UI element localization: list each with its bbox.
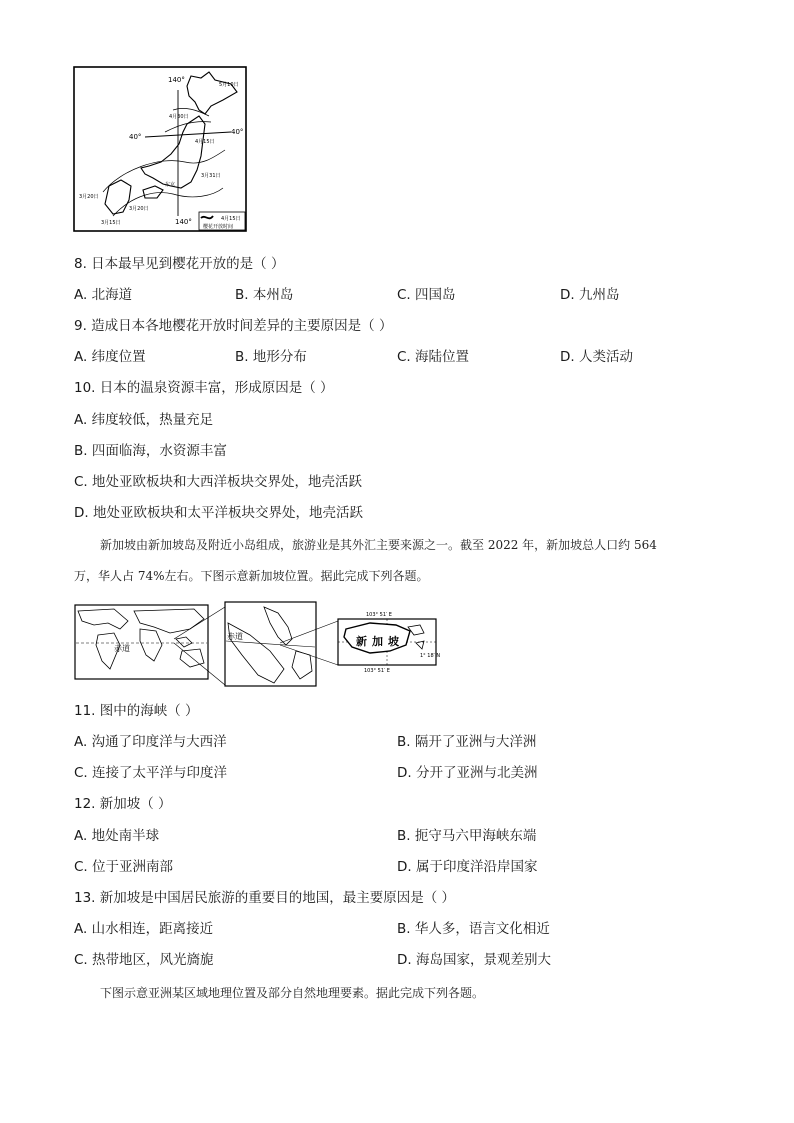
date-label-mar20-b: 3月20日 (129, 206, 149, 212)
date-label-may10: 5月10日 (219, 82, 239, 88)
question-12-option-b[interactable]: B. 扼守马六甲海峡东端 (397, 828, 537, 844)
lon-label-bottom: 140° (175, 218, 192, 226)
singapore-name-char-1: 新 (356, 635, 367, 648)
question-11-option-c[interactable]: C. 连接了太平洋与印度洋 (74, 765, 228, 781)
question-11-option-b[interactable]: B. 隔开了亚洲与大洋洲 (397, 734, 537, 750)
question-11-option-a[interactable]: A. 沟通了印度洋与大西洋 (74, 734, 227, 750)
japan-cherry-blossom-map (73, 66, 247, 232)
question-12-option-c[interactable]: C. 位于亚洲南部 (74, 859, 174, 875)
date-label-apr15: 4月15日 (195, 139, 215, 145)
question-8-stem: 8. 日本最早见到樱花开放的是（ ） (74, 256, 285, 272)
question-8-option-b[interactable]: B. 本州岛 (235, 287, 294, 303)
singapore-intro-line-1: 新加坡由新加坡岛及附近小岛组成，旅游业是其外汇主要来源之一。截至 2022 年，新加坡总人口约 564 (100, 538, 657, 552)
singapore-location-map (74, 599, 441, 689)
question-9-option-d[interactable]: D. 人类活动 (560, 349, 633, 365)
question-10-stem: 10. 日本的温泉资源丰富，形成原因是（ ） (74, 380, 334, 396)
singapore-name-char-2: 加 (372, 635, 383, 648)
question-8-option-a[interactable]: A. 北海道 (74, 287, 133, 303)
question-10-option-c[interactable]: C. 地处亚欧板块和大西洋板块交界处，地壳活跃 (74, 474, 363, 490)
question-10-option-b[interactable]: B. 四面临海，水资源丰富 (74, 443, 227, 459)
question-12-stem: 12. 新加坡（ ） (74, 796, 172, 812)
question-11-option-d[interactable]: D. 分开了亚洲与北美洲 (397, 765, 538, 781)
question-13-option-b[interactable]: B. 华人多，语言文化相近 (397, 921, 550, 937)
lat-label-left: 40° (129, 133, 142, 141)
world-map-panel (75, 605, 208, 679)
asia-intro-line: 下图示意亚洲某区域地理位置及部分自然地理要素。据此完成下列各题。 (100, 986, 485, 1000)
singapore-name-char-3: 坡 (388, 635, 399, 648)
malacca-strait-panel (225, 602, 316, 686)
equator-label-world: 赤道 (114, 644, 130, 653)
legend-date-label: 4月15日 (221, 216, 241, 222)
date-label-mar15: 3月15日 (101, 220, 121, 226)
lat-label-right: 40° (231, 128, 244, 136)
singapore-intro-line-2: 万，华人占 74%左右。下图示意新加坡位置。据此完成下列各题。 (74, 569, 429, 583)
date-label-apr30: 4月30日 (169, 114, 189, 120)
lon-label-top: 140° (168, 76, 185, 84)
coord-label-top: 103° 51′ E (366, 612, 392, 618)
question-9-option-b[interactable]: B. 地形分布 (235, 349, 307, 365)
date-label-mar31: 3月31日 (201, 173, 221, 179)
question-13-option-c[interactable]: C. 热带地区，风光旖旎 (74, 952, 214, 968)
coord-label-bottom: 103° 51′ E (364, 668, 390, 674)
question-9-stem: 9. 造成日本各地樱花开放时间差异的主要原因是（ ） (74, 318, 393, 334)
coord-label-right: 1° 18′ N (420, 653, 441, 659)
question-9-option-c[interactable]: C. 海陆位置 (397, 349, 470, 365)
singapore-detail-panel (338, 612, 440, 674)
question-13-stem: 13. 新加坡是中国居民旅游的重要目的地国，最主要原因是（ ） (74, 890, 456, 906)
question-9-option-a[interactable]: A. 纬度位置 (74, 349, 146, 365)
tokyo-label: 东京 (165, 182, 176, 188)
question-11-stem: 11. 图中的海峡（ ） (74, 703, 199, 719)
question-13-option-a[interactable]: A. 山水相连，距离接近 (74, 921, 214, 937)
question-10-option-a[interactable]: A. 纬度较低，热量充足 (74, 412, 214, 428)
equator-label-region: 赤道 (227, 632, 243, 641)
question-8-option-c[interactable]: C. 四国岛 (397, 287, 456, 303)
question-10-option-d[interactable]: D. 地处亚欧板块和太平洋板块交界处，地壳活跃 (74, 505, 363, 521)
question-8-option-d[interactable]: D. 九州岛 (560, 287, 620, 303)
question-12-option-d[interactable]: D. 属于印度洋沿岸国家 (397, 859, 538, 875)
legend-caption: 樱花开放时间 (203, 224, 234, 230)
date-label-mar20-a: 3月20日 (79, 194, 99, 200)
question-12-option-a[interactable]: A. 地处南半球 (74, 828, 160, 844)
question-13-option-d[interactable]: D. 海岛国家，景观差别大 (397, 952, 551, 968)
